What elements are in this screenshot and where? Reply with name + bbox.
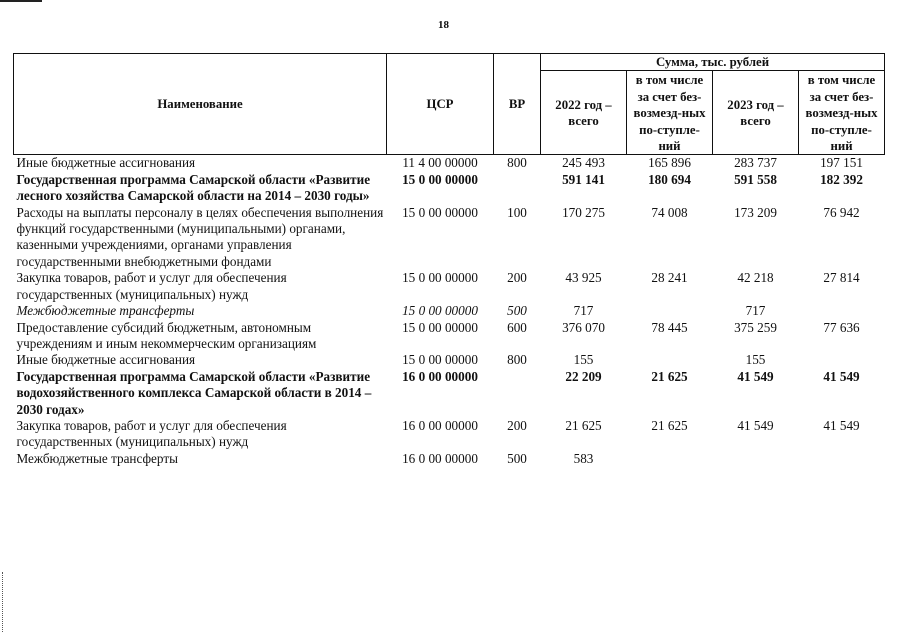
row-2023-free: 77 636 <box>823 319 860 335</box>
row-name: Государственная программа Самарской области «Развитие лесного хозяйства Самарской области на 2014 – 2030 годы» <box>16 171 371 204</box>
row-2023-total: 173 209 <box>734 204 777 220</box>
row-2023-total: 283 737 <box>713 155 799 172</box>
row-csr: 16 0 00 00000 <box>402 417 478 433</box>
row-2022-free: 21 625 <box>651 368 688 384</box>
row-2022-total: 21 625 <box>565 417 602 433</box>
row-2022-total: 376 070 <box>562 319 605 335</box>
row-2022-free <box>627 303 713 319</box>
row-2022-total: 43 925 <box>565 270 602 286</box>
scan-edge-mark <box>2 572 5 632</box>
header-2022-free: в том числе за счет без-возмезд-ных по-ступле-ний <box>627 71 713 155</box>
table-row <box>14 418 885 451</box>
row-csr: 15 0 00 00000 <box>402 319 478 335</box>
budget-table <box>13 53 885 467</box>
row-2023-free: 41 549 <box>823 368 860 384</box>
row-name: Межбюджетные трансферты <box>16 450 178 466</box>
row-vr: 600 <box>507 319 527 335</box>
corner-rule <box>0 0 42 2</box>
row-2022-total: 245 493 <box>541 155 627 172</box>
row-name: Государственная программа Самарской области «Развитие водохозяйственного комплекса Самарской области в 2014 – 2030 годах» <box>16 368 372 417</box>
row-2022-total: 22 209 <box>565 368 602 384</box>
header-vr: ВР <box>494 54 541 155</box>
row-2022-free: 74 008 <box>651 204 688 220</box>
row-2022-total: 717 <box>573 303 594 319</box>
row-name: Иные бюджетные ассигнования <box>14 155 387 172</box>
row-vr: 200 <box>507 270 527 286</box>
row-name: Предоставление субсидий бюджетным, автономным учреждениям и иным некоммерческим организациям <box>16 319 317 351</box>
header-2023-total: 2023 год – всего <box>713 71 799 155</box>
row-2022-free: 78 445 <box>651 319 688 335</box>
row-vr <box>494 369 541 418</box>
row-2022-total: 155 <box>573 352 594 368</box>
row-vr: 800 <box>507 352 527 368</box>
row-2023-total: 591 558 <box>734 171 777 187</box>
table-row <box>14 205 885 271</box>
row-csr: 15 0 00 00000 <box>402 171 478 187</box>
row-csr: 15 0 00 00000 <box>402 303 478 319</box>
header-2022-total: 2022 год – всего <box>541 71 627 155</box>
table-row <box>14 352 885 368</box>
row-2023-free: 41 549 <box>823 417 860 433</box>
row-2023-free <box>799 352 885 368</box>
row-csr: 15 0 00 00000 <box>402 352 478 368</box>
table-row <box>14 270 885 303</box>
header-csr: ЦСР <box>387 54 494 155</box>
table-body <box>14 155 885 467</box>
row-2022-free: 21 625 <box>651 417 688 433</box>
row-2022-free: 28 241 <box>651 270 688 286</box>
table-row <box>14 451 885 467</box>
table-row <box>14 172 885 205</box>
row-2023-free: 182 392 <box>820 171 863 187</box>
row-name: Межбюджетные трансферты <box>16 303 195 319</box>
row-2022-free <box>627 352 713 368</box>
row-2023-total: 717 <box>745 303 766 319</box>
row-csr: 15 0 00 00000 <box>402 270 478 286</box>
row-2023-total: 41 549 <box>737 417 774 433</box>
row-csr: 16 0 00 00000 <box>402 450 478 466</box>
header-2023-free: в том числе за счет без-возмезд-ных по-ступле-ний <box>799 71 885 155</box>
header-name: Наименование <box>14 54 387 155</box>
row-2023-total: 42 218 <box>737 270 774 286</box>
row-csr: 11 4 00 00000 <box>387 155 494 172</box>
row-2023-total: 155 <box>745 352 766 368</box>
row-2022-total: 591 141 <box>562 171 605 187</box>
table-row <box>14 369 885 418</box>
row-2023-total: 375 259 <box>734 319 777 335</box>
row-name: Расходы на выплаты персоналу в целях обеспечения выполнения функций государственными (муниципальными) органами, казенными учреждениями, органами управления государственными внебюджетными фондами <box>16 204 384 269</box>
row-2022-free: 180 694 <box>648 171 691 187</box>
row-2022-total: 583 <box>573 450 594 466</box>
row-2022-free <box>627 451 713 467</box>
row-2023-free: 27 814 <box>823 270 860 286</box>
table-row <box>14 155 885 172</box>
row-vr: 200 <box>507 417 527 433</box>
header-sum-group: Сумма, тыс. рублей <box>541 54 885 71</box>
row-name: Иные бюджетные ассигнования <box>16 352 196 368</box>
table-row <box>14 320 885 353</box>
row-2023-total: 41 549 <box>737 368 774 384</box>
row-vr <box>494 172 541 205</box>
table-row <box>14 303 885 319</box>
row-name: Закупка товаров, работ и услуг для обеспечения государственных (муниципальных) нужд <box>16 270 287 302</box>
row-2022-total: 170 275 <box>562 204 605 220</box>
row-2022-free: 165 896 <box>627 155 713 172</box>
row-vr: 500 <box>507 450 527 466</box>
table-header <box>14 54 885 155</box>
row-csr: 15 0 00 00000 <box>402 204 478 220</box>
row-2023-free <box>799 451 885 467</box>
row-csr: 16 0 00 00000 <box>402 368 478 384</box>
row-2023-total <box>713 451 799 467</box>
row-vr: 800 <box>494 155 541 172</box>
row-name: Закупка товаров, работ и услуг для обеспечения государственных (муниципальных) нужд <box>16 417 287 450</box>
row-2023-free <box>799 303 885 319</box>
row-2023-free: 197 151 <box>799 155 885 172</box>
page-number: 18 <box>438 19 449 31</box>
row-vr: 100 <box>507 204 527 220</box>
row-2023-free: 76 942 <box>823 204 860 220</box>
row-vr: 500 <box>507 303 527 319</box>
